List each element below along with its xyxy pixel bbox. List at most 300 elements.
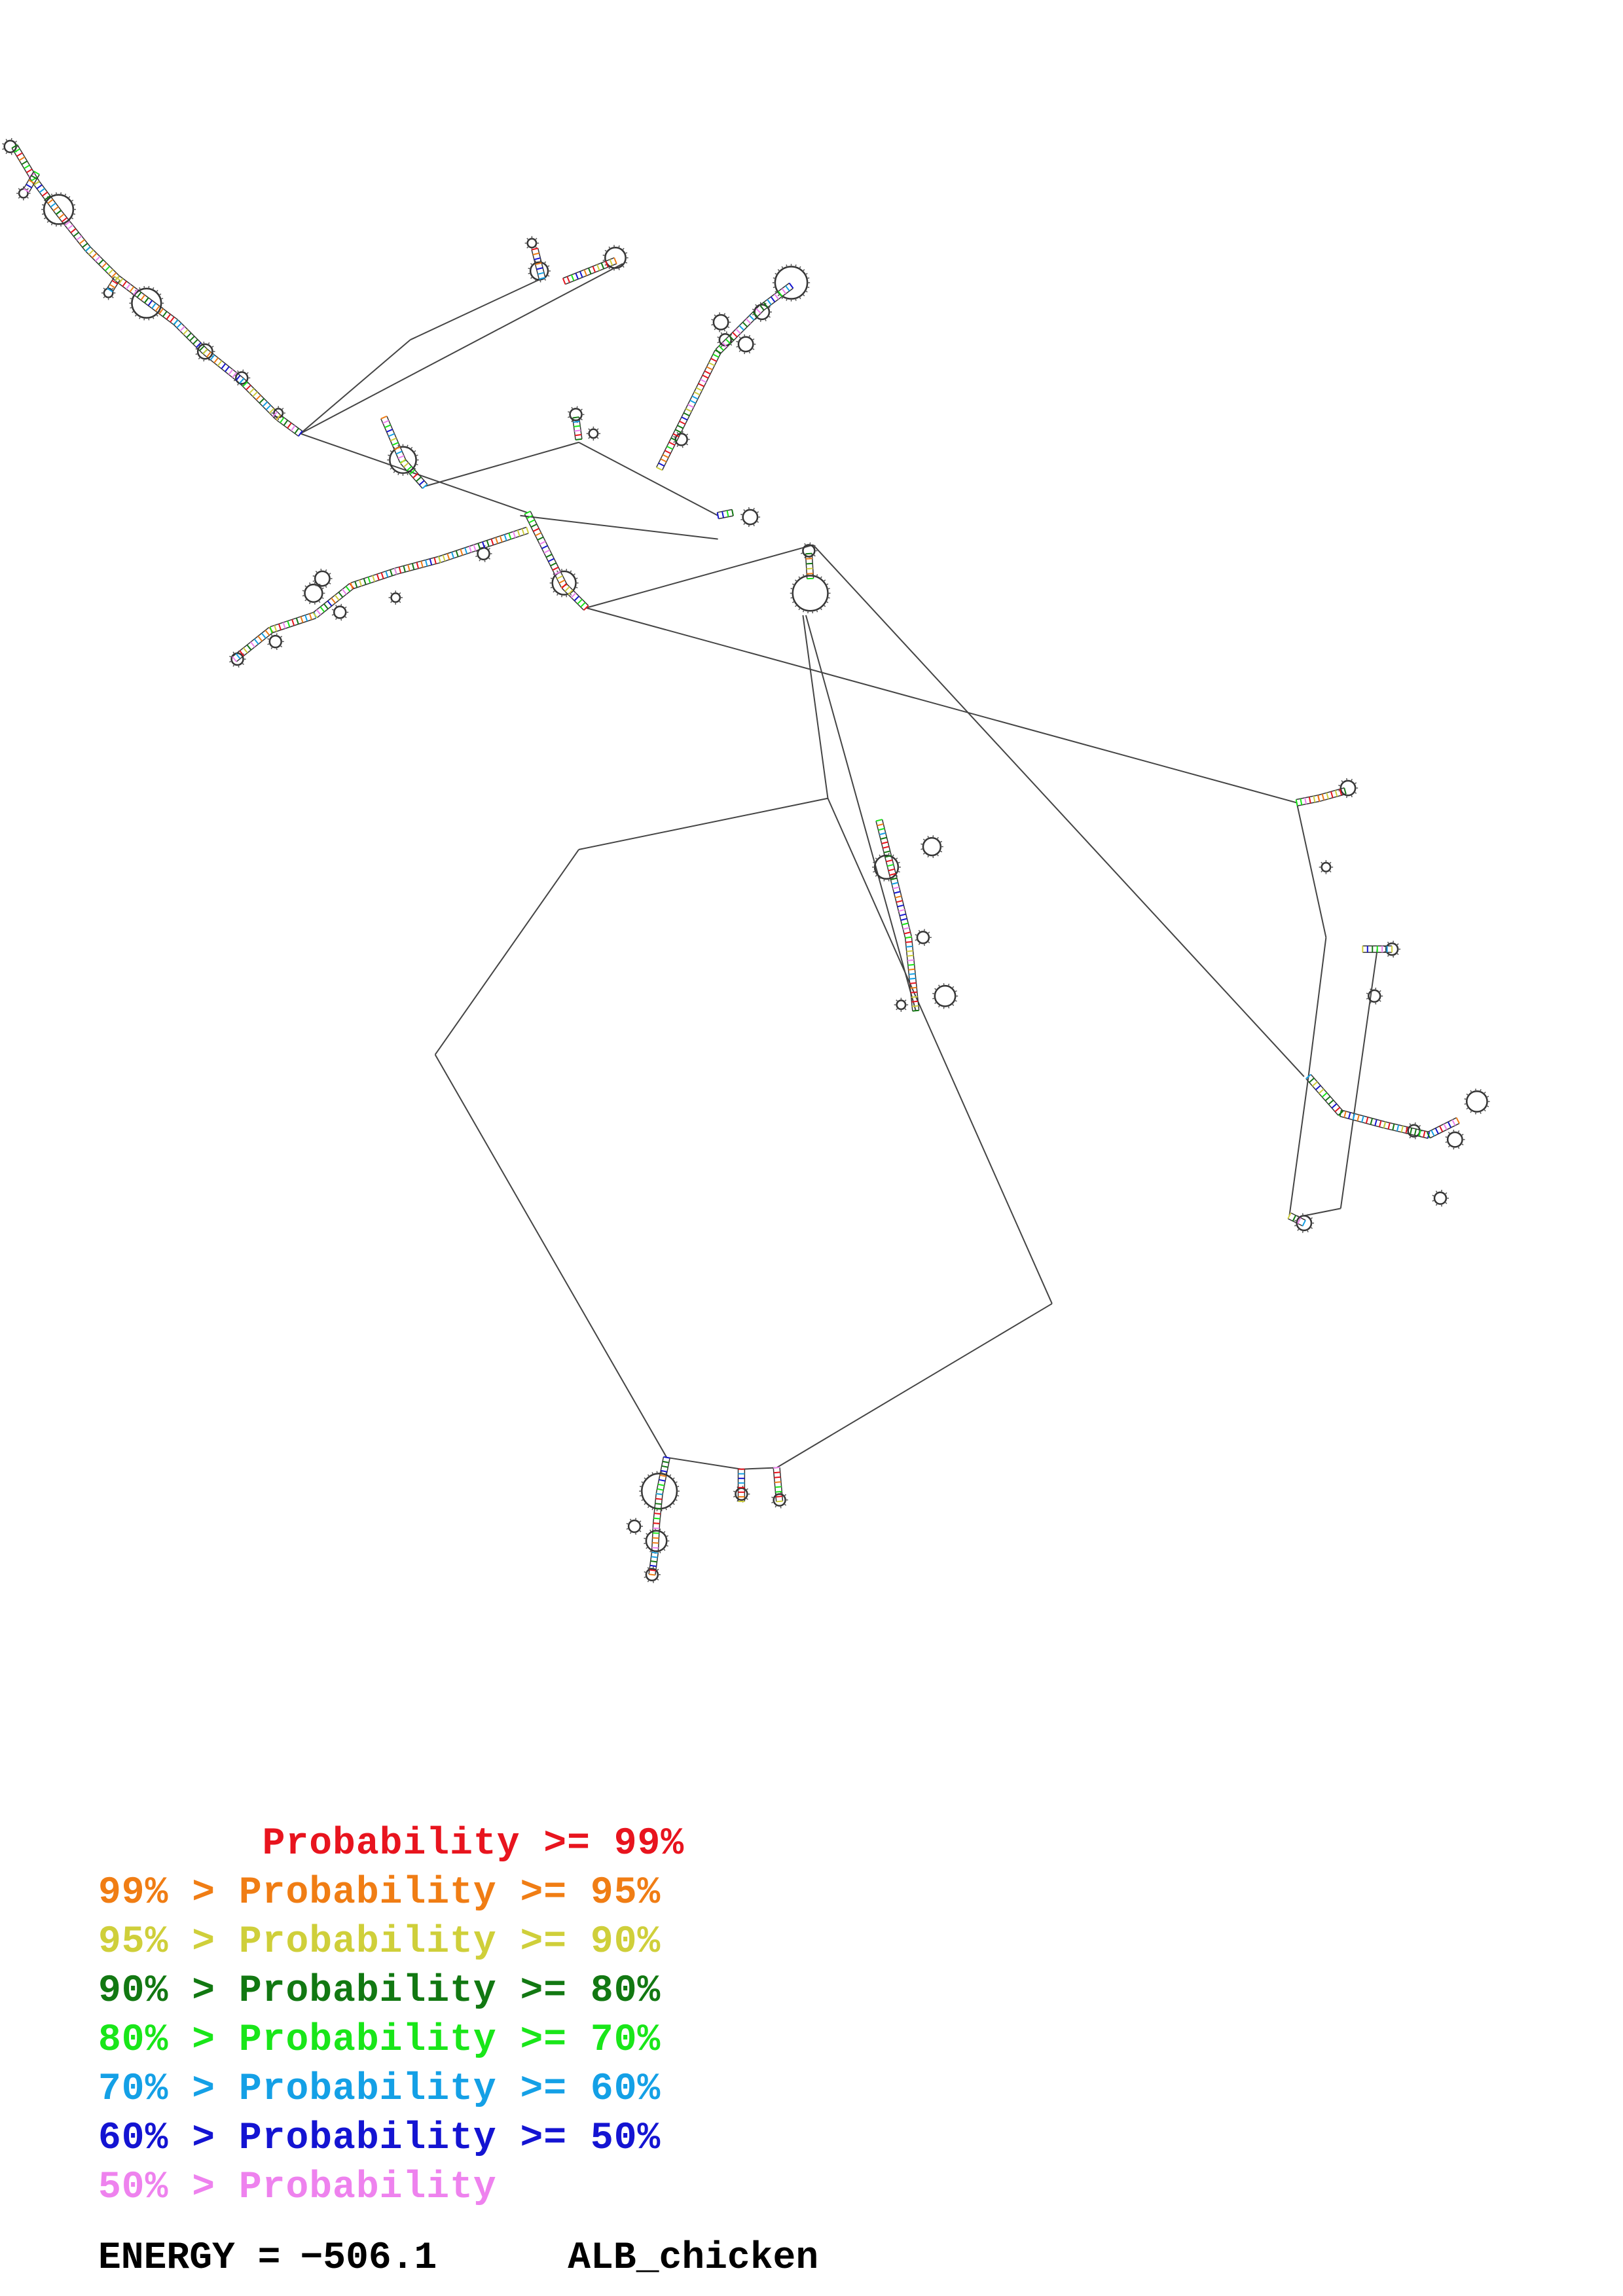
backbone-segment: [535, 246, 537, 248]
backbone-segment: [876, 819, 883, 821]
backbone-segment: [1340, 1110, 1342, 1117]
backbone-segment: [430, 559, 432, 565]
backbone-segment: [253, 392, 257, 397]
backbone-segment: [170, 317, 174, 322]
backbone-segment: [581, 602, 585, 607]
backbone-segment: [47, 221, 49, 223]
backbone-segment: [279, 624, 281, 630]
backbone-segment: [690, 401, 696, 403]
backbone-segment: [412, 564, 414, 570]
backbone-segment: [909, 978, 916, 979]
backbone-segment: [714, 315, 716, 317]
backbone-segment: [536, 533, 541, 535]
backbone-segment: [526, 527, 528, 533]
hairpin-loop: [589, 429, 598, 438]
backbone-segment: [1325, 1096, 1330, 1101]
backbone-segment: [11, 152, 12, 155]
backbone-segment: [178, 320, 208, 350]
backbone-segment: [271, 647, 272, 649]
backbone-segment: [255, 639, 259, 644]
backbone-segment: [547, 266, 549, 267]
backbone-segment: [570, 593, 572, 595]
backbone-segment: [744, 334, 745, 337]
backbone-segment: [528, 273, 531, 274]
backbone-segment: [82, 243, 88, 247]
backbone-segment: [531, 277, 533, 279]
backbone-segment: [426, 560, 428, 567]
backbone-segment: [726, 339, 731, 344]
backbone-segment: [344, 607, 346, 609]
backbone-segment: [557, 576, 563, 579]
backbone-segment: [156, 314, 158, 316]
backbone-segment: [1467, 1094, 1468, 1095]
backbone-segment: [390, 468, 392, 469]
backbone-segment: [952, 986, 954, 988]
backbone-segment: [355, 581, 357, 587]
backbone-segment: [148, 300, 152, 306]
backbone-segment: [68, 225, 73, 229]
backbone-segment: [527, 246, 529, 248]
backbone-segment: [652, 1552, 659, 1553]
backbone-segment: [572, 275, 574, 281]
backbone-segment: [875, 858, 877, 860]
backbone-segment: [321, 598, 324, 599]
backbone-segment: [574, 430, 581, 431]
backbone-segment: [1389, 1123, 1390, 1130]
backbone-segment: [648, 1475, 649, 1477]
hairpin-loop: [935, 986, 955, 1006]
backbone-segment: [404, 463, 409, 467]
backbone-segment: [805, 291, 807, 292]
backbone-segment: [749, 507, 750, 510]
backbone-segment: [602, 263, 604, 269]
backbone-segment: [721, 345, 722, 347]
backbone-segment: [911, 992, 917, 993]
backbone-segment: [538, 273, 544, 274]
backbone-segment: [1384, 1122, 1385, 1128]
backbone-segment: [778, 294, 780, 296]
backbone-segment: [316, 571, 318, 573]
backbone-segment: [399, 601, 401, 603]
backbone-segment: [928, 941, 930, 943]
backbone-segment: [346, 586, 350, 592]
backbone-segment: [727, 511, 729, 517]
backbone-segment: [240, 383, 276, 420]
backbone-segment: [904, 1008, 906, 1010]
backbone-segment: [145, 298, 149, 303]
backbone-segment: [244, 648, 247, 653]
backbone-segment: [904, 1000, 906, 1002]
backbone-segment: [746, 1488, 748, 1490]
backbone-segment: [1397, 1125, 1398, 1132]
backbone-segment: [682, 417, 687, 420]
backbone-segment: [1465, 1103, 1467, 1104]
backbone-segment: [410, 447, 412, 449]
backbone-segment: [892, 882, 898, 884]
backbone-segment: [644, 1538, 646, 1539]
backbone-segment: [1452, 1120, 1455, 1126]
backbone-segment: [791, 588, 793, 589]
backbone-segment: [246, 386, 251, 390]
backbone-segment: [1375, 1119, 1377, 1126]
backbone-segment: [341, 604, 342, 607]
backbone-segment: [651, 1561, 657, 1562]
backbone-segment: [1336, 791, 1338, 797]
hairpin-loop: [739, 337, 753, 351]
backbone-segment: [658, 1484, 665, 1486]
backbone-segment: [805, 554, 807, 579]
hairpin-loop: [629, 1520, 640, 1532]
backbone-segment: [886, 860, 893, 861]
backbone-segment: [1296, 800, 1298, 806]
backbone-segment: [888, 853, 889, 855]
backbone-segment: [650, 1530, 651, 1532]
backbone-segment: [688, 404, 694, 407]
backbone-segment: [813, 545, 1304, 1077]
backbone-segment: [726, 331, 727, 334]
backbone-segment: [659, 463, 665, 466]
backbone-segment: [649, 1574, 655, 1575]
backbone-segment: [488, 558, 490, 560]
backbone-segment: [686, 443, 688, 445]
backbone-segment: [559, 580, 565, 583]
backbone-segment: [898, 905, 904, 906]
backbone-segment: [630, 1519, 632, 1521]
backbone-segment: [1309, 937, 1326, 1077]
backbone-segment: [744, 522, 746, 524]
backbone-segment: [544, 550, 550, 552]
backbone-segment: [727, 317, 729, 318]
backbone-segment: [156, 290, 158, 292]
backbone-segment: [403, 565, 405, 572]
backbone-segment: [806, 615, 916, 1011]
backbone-segment: [610, 259, 613, 265]
backbone-segment: [263, 402, 267, 406]
backbone-segment: [1303, 1220, 1305, 1226]
backbone-segment: [828, 588, 830, 589]
backbone-segment: [1329, 870, 1331, 872]
backbone-segment: [338, 592, 342, 598]
backbone-segment: [109, 285, 115, 288]
backbone-segment: [663, 1462, 669, 1463]
backbone-segment: [589, 437, 591, 439]
backbone-segment: [653, 1518, 660, 1519]
backbone-segment: [1366, 1117, 1368, 1124]
hairpin-loop: [714, 315, 728, 329]
backbone-segment: [465, 548, 467, 554]
backbone-segment: [385, 425, 391, 427]
backbone-segment: [910, 983, 917, 984]
backbone-segment: [750, 315, 754, 320]
hairpin-loop: [1467, 1091, 1487, 1111]
backbone-segment: [1379, 1000, 1381, 1002]
backbone-segment: [574, 596, 579, 601]
backbone-segment: [896, 858, 898, 860]
backbone-segment: [251, 642, 255, 647]
backbone-segment: [1465, 1099, 1467, 1100]
backbone-segment: [551, 563, 556, 565]
backbone-segment: [786, 298, 787, 301]
backbone-segment: [1309, 1078, 1314, 1083]
backbone-segment: [341, 618, 342, 620]
backbone-segment: [1410, 1128, 1412, 1134]
legend-entry: 95% > Probability >= 90%: [98, 1921, 661, 1964]
backbone-segment: [243, 370, 244, 372]
backbone-segment: [665, 450, 670, 453]
backbone-segment: [452, 552, 454, 558]
backbone-segment: [443, 555, 445, 561]
backbone-segment: [639, 1530, 641, 1532]
backbone-segment: [786, 286, 790, 291]
backbone-segment: [678, 425, 684, 428]
backbone-segment: [760, 305, 764, 310]
backbone-segment: [1410, 1123, 1411, 1125]
backbone-segment: [935, 988, 937, 990]
backbone-segment: [1354, 783, 1356, 784]
backbone-segment: [923, 839, 925, 841]
backbone-segment: [1288, 1219, 1302, 1226]
backbone-segment: [646, 1547, 648, 1549]
backbone-segment: [744, 510, 746, 512]
backbone-segment: [1470, 1111, 1472, 1113]
backbone-segment: [265, 630, 269, 636]
backbone-segment: [187, 333, 191, 338]
backbone-segment: [1314, 796, 1315, 802]
backbone-segment: [575, 273, 578, 279]
backbone-segment: [605, 250, 607, 251]
backbone-segment: [1298, 1229, 1300, 1230]
backbone-segment: [774, 1472, 780, 1473]
backbone-segment: [86, 251, 115, 281]
backbone-segment: [573, 418, 575, 440]
backbone-segment: [912, 1006, 919, 1007]
backbone-segment: [657, 1489, 664, 1490]
backbone-segment: [96, 257, 100, 261]
backbone-segment: [744, 351, 745, 354]
backbone-segment: [739, 336, 741, 338]
backbone-segment: [1344, 1111, 1346, 1118]
backbone-segment: [952, 1003, 954, 1005]
backbone-segment: [820, 607, 822, 609]
backbone-segment: [534, 258, 541, 259]
backbone-segment: [685, 408, 691, 411]
hairpin-loop: [923, 838, 941, 855]
backbone-segment: [1453, 1147, 1454, 1149]
backbone-segment: [1300, 798, 1302, 805]
backbone-segment: [901, 919, 907, 920]
backbone-segment: [538, 537, 543, 540]
backbone-segment: [173, 325, 203, 354]
backbone-segment: [655, 1503, 662, 1504]
backbone-segment: [280, 645, 282, 647]
backbone-segment: [469, 547, 471, 552]
backbone-segment: [287, 621, 289, 627]
backbone-segment: [603, 255, 606, 256]
backbone-segment: [803, 615, 828, 798]
backbone-segment: [666, 1458, 741, 1469]
backbone-segment: [768, 316, 770, 317]
backbone-segment: [221, 364, 225, 369]
backbone-segment: [383, 421, 389, 423]
hairpin-loop: [1448, 1132, 1462, 1147]
backbone-segment: [319, 600, 320, 602]
backbone-segment: [1470, 1090, 1472, 1092]
backbone-segment: [810, 543, 811, 545]
backbone-segment: [496, 537, 498, 543]
backbone-segment: [420, 480, 424, 485]
legend-entry: 80% > Probability >= 70%: [98, 2019, 661, 2062]
backbone-segment: [283, 622, 285, 628]
backbone-segment: [17, 153, 22, 156]
backbone-segment: [103, 296, 105, 298]
hairpin-loop: [743, 510, 757, 524]
backbone-segment: [417, 562, 419, 569]
backbone-segment: [1436, 1191, 1437, 1193]
backbone-segment: [297, 618, 299, 624]
backbone-segment: [1344, 788, 1346, 794]
backbone-segment: [305, 586, 307, 588]
backbone-segment: [727, 326, 729, 327]
backbone-segment: [696, 387, 702, 390]
backbone-segment: [531, 263, 533, 265]
backbone-segment: [749, 524, 750, 527]
backbone-segment: [1445, 1202, 1447, 1204]
backbone-segment: [282, 408, 283, 410]
backbone-segment: [1321, 862, 1323, 864]
backbone-segment: [893, 887, 900, 888]
backbone-segment: [680, 422, 685, 424]
backbone-segment: [702, 375, 708, 378]
backbone-segment: [907, 960, 914, 961]
backbone-segment: [310, 614, 312, 620]
backbone-segment: [244, 378, 281, 415]
backbone-segment: [11, 138, 12, 141]
backbone-segment: [544, 278, 545, 280]
backbone-segment: [529, 520, 535, 522]
backbone-segment: [675, 429, 681, 432]
hairpin-loop: [917, 931, 929, 943]
backbone-segment: [401, 459, 405, 464]
backbone-segment: [875, 874, 877, 876]
backbone-segment: [579, 798, 828, 850]
backbone-segment: [92, 253, 97, 258]
backbone-segment: [1444, 1124, 1446, 1130]
backbone-segment: [342, 589, 346, 594]
backbone-segment: [1440, 1126, 1442, 1132]
hairpin-loop: [392, 593, 400, 601]
backbone-segment: [391, 593, 393, 595]
backbone-segment: [56, 210, 62, 214]
backbone-segment: [907, 951, 913, 952]
backbone-segment: [109, 270, 113, 274]
backbone-segment: [640, 1486, 642, 1487]
backbone-segment: [364, 579, 366, 584]
backbone-segment: [1328, 1100, 1333, 1105]
backbone-segment: [1329, 862, 1331, 864]
backbone-segment: [807, 573, 813, 574]
backbone-segment: [373, 575, 374, 581]
backbone-segment: [1467, 1107, 1468, 1109]
backbone-segment: [663, 1532, 665, 1534]
backbone-segment: [240, 378, 244, 383]
hairpin-loop: [270, 636, 282, 647]
backbone-segment: [805, 274, 807, 275]
backbone-segment: [301, 433, 528, 512]
backbone-segment: [233, 652, 234, 654]
backbone-segment: [676, 1486, 679, 1487]
backbone-segment: [756, 512, 758, 513]
backbone-segment: [562, 584, 566, 588]
backbone-segment: [542, 546, 548, 548]
backbone-segment: [939, 1005, 940, 1007]
backbone-segment: [1318, 795, 1320, 801]
backbone-segment: [694, 392, 700, 395]
backbone-segment: [130, 287, 134, 292]
backbone-segment: [317, 610, 321, 615]
backbone-segment: [238, 383, 239, 385]
backbone-segment: [344, 616, 346, 618]
backbone-segment: [647, 1568, 649, 1570]
backbone-segment: [183, 330, 188, 334]
backbone-segment: [935, 1002, 937, 1003]
backbone-segment: [661, 459, 666, 461]
backbone-segment: [386, 571, 388, 577]
backbone-segment: [701, 380, 706, 382]
backbone-segment: [214, 358, 218, 363]
backbone-segment: [99, 260, 103, 264]
backbone-segment: [905, 937, 912, 938]
backbone-segment: [1362, 1116, 1364, 1122]
backbone-segment: [79, 240, 84, 243]
backbone-segment: [256, 395, 261, 400]
backbone-segment: [90, 247, 120, 276]
hairpin-loop: [570, 408, 582, 420]
backbone-segment: [19, 157, 24, 160]
backbone-segment: [904, 932, 911, 933]
backbone-segment: [381, 416, 387, 419]
backbone-segment: [773, 278, 776, 279]
backbone-segment: [435, 1054, 667, 1457]
backbone-segment: [803, 270, 805, 272]
backbone-segment: [714, 328, 716, 330]
backbone-segment: [238, 665, 239, 668]
backbone-segment: [795, 605, 797, 607]
backbone-segment: [276, 647, 277, 650]
legend-entry: Probability >= 99%: [98, 1823, 685, 1865]
backbone-segment: [1419, 1125, 1421, 1127]
backbone-segment: [575, 439, 582, 440]
backbone-segment: [414, 451, 416, 452]
backbone-segment: [921, 849, 923, 850]
backbone-segment: [388, 434, 394, 437]
backbone-segment: [484, 560, 485, 562]
backbone-segment: [144, 317, 145, 320]
backbone-segment: [898, 910, 905, 911]
backbone-segment: [1436, 1128, 1438, 1134]
backbone-segment: [784, 1494, 786, 1496]
backbone-segment: [580, 409, 582, 411]
backbone-segment: [709, 363, 715, 365]
backbone-segment: [654, 1513, 661, 1514]
backbone-segment: [649, 1552, 651, 1575]
backbone-segment: [939, 985, 940, 987]
backbone-segment: [1484, 1109, 1486, 1111]
backbone-segment: [1309, 797, 1311, 804]
backbone-segment: [579, 417, 581, 439]
backbone-segment: [1379, 1121, 1381, 1127]
backbone-segment: [739, 350, 741, 351]
hairpin-loop: [1322, 863, 1330, 871]
